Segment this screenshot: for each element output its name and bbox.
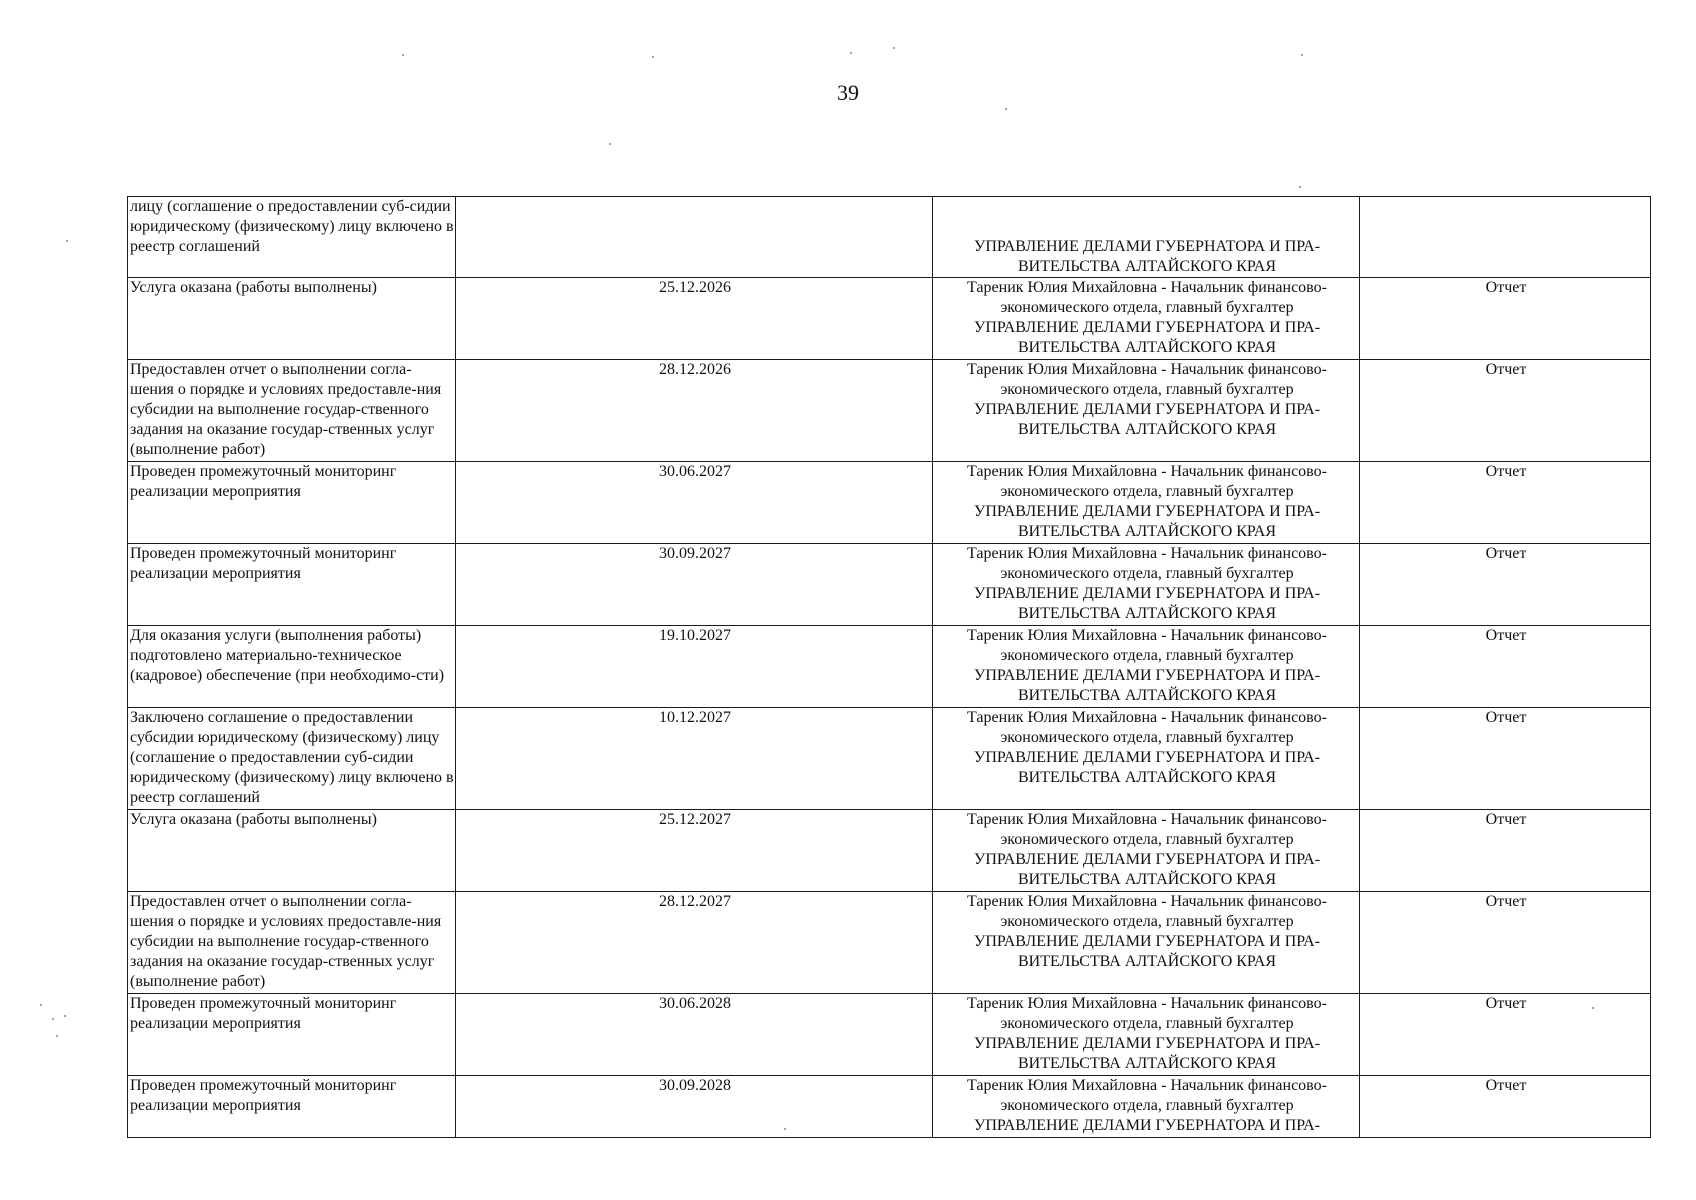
event-cell: Для оказания услуги (выполнения работы) подготовлено материально-техническое (кадровое) обеспечение (при необходимо-сти) <box>128 626 456 708</box>
document-cell: Отчет <box>1360 810 1651 892</box>
document-cell: Отчет <box>1360 1076 1651 1138</box>
table-row <box>128 892 1651 994</box>
responsible-line: ВИТЕЛЬСТВА АЛТАЙСКОГО КРАЯ <box>1017 769 1276 786</box>
scan-speck <box>40 1004 42 1006</box>
scan-speck <box>652 56 654 58</box>
responsible-cell <box>933 360 1360 462</box>
table-row <box>128 626 1651 708</box>
responsible-line: ВИТЕЛЬСТВА АЛТАЙСКОГО КРАЯ <box>1017 1055 1276 1072</box>
responsible-cell <box>933 278 1360 360</box>
scan-speck <box>850 52 852 54</box>
responsible-line: ВИТЕЛЬСТВА АЛТАЙСКОГО КРАЯ <box>1017 523 1276 540</box>
page-number: 39 <box>837 80 859 105</box>
date-cell: 30.09.2027 <box>456 544 933 626</box>
responsible-line <box>935 217 1359 237</box>
document-cell: Отчет <box>1360 994 1651 1076</box>
table-row <box>128 544 1651 626</box>
date-cell: 25.12.2026 <box>456 278 933 360</box>
scan-speck <box>66 240 68 242</box>
event-cell: Предоставлен отчет о выполнении согла-шения о порядке и условиях предоставле-ния субсидии на выполнение государ-ственного задания на оказание государ-ственных услуг (выполнение работ) <box>128 892 456 994</box>
date-cell: 30.06.2027 <box>456 462 933 544</box>
responsible-line: Тареник Юлия Михайловна - Начальник финансово- <box>967 1077 1327 1094</box>
date-cell: 28.12.2026 <box>456 360 933 462</box>
responsible-line: экономического отдела, главный бухгалтер <box>1000 1015 1294 1032</box>
schedule-table-body <box>128 197 1651 1138</box>
event-cell: Предоставлен отчет о выполнении согла-шения о порядке и условиях предоставле-ния субсидии на выполнение государ-ственного задания на оказание государ-ственных услуг (выполнение работ) <box>128 360 456 462</box>
responsible-line: Тареник Юлия Михайловна - Начальник финансово- <box>967 709 1327 726</box>
event-cell: Услуга оказана (работы выполнены) <box>128 278 456 360</box>
responsible-cell <box>933 810 1360 892</box>
document-cell: Отчет <box>1360 626 1651 708</box>
responsible-line: экономического отдела, главный бухгалтер <box>1000 565 1294 582</box>
responsible-cell <box>933 892 1360 994</box>
responsible-cell <box>933 544 1360 626</box>
document-cell: Отчет <box>1360 544 1651 626</box>
responsible-line: Тареник Юлия Михайловна - Начальник финансово- <box>967 361 1327 378</box>
scan-speck <box>56 1035 58 1037</box>
date-cell: 25.12.2027 <box>456 810 933 892</box>
responsible-line: экономического отдела, главный бухгалтер <box>1000 381 1294 398</box>
event-cell: лицу (соглашение о предоставлении суб-сидии юридическому (физическому) лицу включено в реестр соглашений <box>128 197 456 278</box>
responsible-line: ВИТЕЛЬСТВА АЛТАЙСКОГО КРАЯ <box>1017 953 1276 970</box>
responsible-cell <box>933 1076 1360 1138</box>
responsible-line: экономического отдела, главный бухгалтер <box>1000 831 1294 848</box>
document-cell: Отчет <box>1360 462 1651 544</box>
responsible-line: ВИТЕЛЬСТВА АЛТАЙСКОГО КРАЯ <box>1017 421 1276 438</box>
responsible-line: УПРАВЛЕНИЕ ДЕЛАМИ ГУБЕРНАТОРА И ПРА- <box>973 1117 1321 1134</box>
table-row <box>128 462 1651 544</box>
responsible-line: экономического отдела, главный бухгалтер <box>1000 1097 1294 1114</box>
responsible-line: УПРАВЛЕНИЕ ДЕЛАМИ ГУБЕРНАТОРА И ПРА- <box>973 1035 1321 1052</box>
responsible-line: экономического отдела, главный бухгалтер <box>1000 647 1294 664</box>
table-row <box>128 278 1651 360</box>
responsible-line: экономического отдела, главный бухгалтер <box>1000 913 1294 930</box>
date-cell <box>456 197 933 278</box>
responsible-line: Тареник Юлия Михайловна - Начальник финансово- <box>967 893 1327 910</box>
responsible-line: УПРАВЛЕНИЕ ДЕЛАМИ ГУБЕРНАТОРА И ПРА- <box>973 851 1321 868</box>
responsible-line: ВИТЕЛЬСТВА АЛТАЙСКОГО КРАЯ <box>1017 339 1276 356</box>
responsible-line: ВИТЕЛЬСТВА АЛТАЙСКОГО КРАЯ <box>1017 687 1276 704</box>
responsible-line: Тареник Юлия Михайловна - Начальник финансово- <box>967 627 1327 644</box>
scan-speck <box>609 143 611 145</box>
event-cell: Проведен промежуточный мониторинг реализации мероприятия <box>128 1076 456 1138</box>
date-cell: 28.12.2027 <box>456 892 933 994</box>
responsible-line: Тареник Юлия Михайловна - Начальник финансово- <box>967 463 1327 480</box>
scan-speck <box>402 54 404 56</box>
responsible-line: ВИТЕЛЬСТВА АЛТАЙСКОГО КРАЯ <box>1017 258 1276 275</box>
table-row <box>128 360 1651 462</box>
responsible-line: УПРАВЛЕНИЕ ДЕЛАМИ ГУБЕРНАТОРА И ПРА- <box>973 503 1321 520</box>
responsible-line: УПРАВЛЕНИЕ ДЕЛАМИ ГУБЕРНАТОРА И ПРА- <box>973 667 1321 684</box>
responsible-line: экономического отдела, главный бухгалтер <box>1000 299 1294 316</box>
date-cell: 10.12.2027 <box>456 708 933 810</box>
scan-speck <box>64 1015 66 1017</box>
responsible-line: УПРАВЛЕНИЕ ДЕЛАМИ ГУБЕРНАТОРА И ПРА- <box>973 585 1321 602</box>
document-cell: Отчет <box>1360 360 1651 462</box>
table-row <box>128 197 1651 278</box>
scan-speck <box>1299 186 1301 188</box>
scan-speck <box>893 47 895 49</box>
date-cell: 30.06.2028 <box>456 994 933 1076</box>
event-cell: Заключено соглашение о предоставлении субсидии юридическому (физическому) лицу (соглашение о предоставлении суб-сидии юридическому (физическому) лицу включено в реестр соглашений <box>128 708 456 810</box>
scan-speck <box>1592 1007 1594 1009</box>
event-cell: Проведен промежуточный мониторинг реализации мероприятия <box>128 544 456 626</box>
document-cell <box>1360 197 1651 278</box>
responsible-cell <box>933 994 1360 1076</box>
event-cell: Услуга оказана (работы выполнены) <box>128 810 456 892</box>
responsible-line: экономического отдела, главный бухгалтер <box>1000 483 1294 500</box>
table-row <box>128 810 1651 892</box>
event-cell: Проведен промежуточный мониторинг реализации мероприятия <box>128 462 456 544</box>
table-row <box>128 1076 1651 1138</box>
event-cell: Проведен промежуточный мониторинг реализации мероприятия <box>128 994 456 1076</box>
responsible-line: УПРАВЛЕНИЕ ДЕЛАМИ ГУБЕРНАТОРА И ПРА- <box>973 319 1321 336</box>
table-row <box>128 994 1651 1076</box>
date-cell: 30.09.2028 <box>456 1076 933 1138</box>
responsible-line: Тареник Юлия Михайловна - Начальник финансово- <box>967 279 1327 296</box>
responsible-line <box>935 197 1359 217</box>
responsible-cell <box>933 462 1360 544</box>
responsible-line: Тареник Юлия Михайловна - Начальник финансово- <box>967 545 1327 562</box>
scan-speck <box>1301 54 1303 56</box>
document-cell: Отчет <box>1360 278 1651 360</box>
responsible-line: УПРАВЛЕНИЕ ДЕЛАМИ ГУБЕРНАТОРА И ПРА- <box>973 933 1321 950</box>
scan-speck <box>784 1128 786 1130</box>
responsible-cell <box>933 708 1360 810</box>
table-row <box>128 708 1651 810</box>
responsible-line: УПРАВЛЕНИЕ ДЕЛАМИ ГУБЕРНАТОРА И ПРА- <box>973 238 1321 255</box>
responsible-line: УПРАВЛЕНИЕ ДЕЛАМИ ГУБЕРНАТОРА И ПРА- <box>973 749 1321 766</box>
responsible-line: Тареник Юлия Михайловна - Начальник финансово- <box>967 811 1327 828</box>
scan-speck <box>52 1018 54 1020</box>
schedule-table <box>127 196 1651 1138</box>
responsible-line: УПРАВЛЕНИЕ ДЕЛАМИ ГУБЕРНАТОРА И ПРА- <box>973 401 1321 418</box>
document-cell: Отчет <box>1360 892 1651 994</box>
document-cell: Отчет <box>1360 708 1651 810</box>
date-cell: 19.10.2027 <box>456 626 933 708</box>
responsible-line: ВИТЕЛЬСТВА АЛТАЙСКОГО КРАЯ <box>1017 605 1276 622</box>
responsible-cell <box>933 197 1360 278</box>
responsible-cell <box>933 626 1360 708</box>
responsible-line: экономического отдела, главный бухгалтер <box>1000 729 1294 746</box>
scan-speck <box>1005 108 1007 110</box>
responsible-line: Тареник Юлия Михайловна - Начальник финансово- <box>967 995 1327 1012</box>
responsible-line: ВИТЕЛЬСТВА АЛТАЙСКОГО КРАЯ <box>1017 871 1276 888</box>
